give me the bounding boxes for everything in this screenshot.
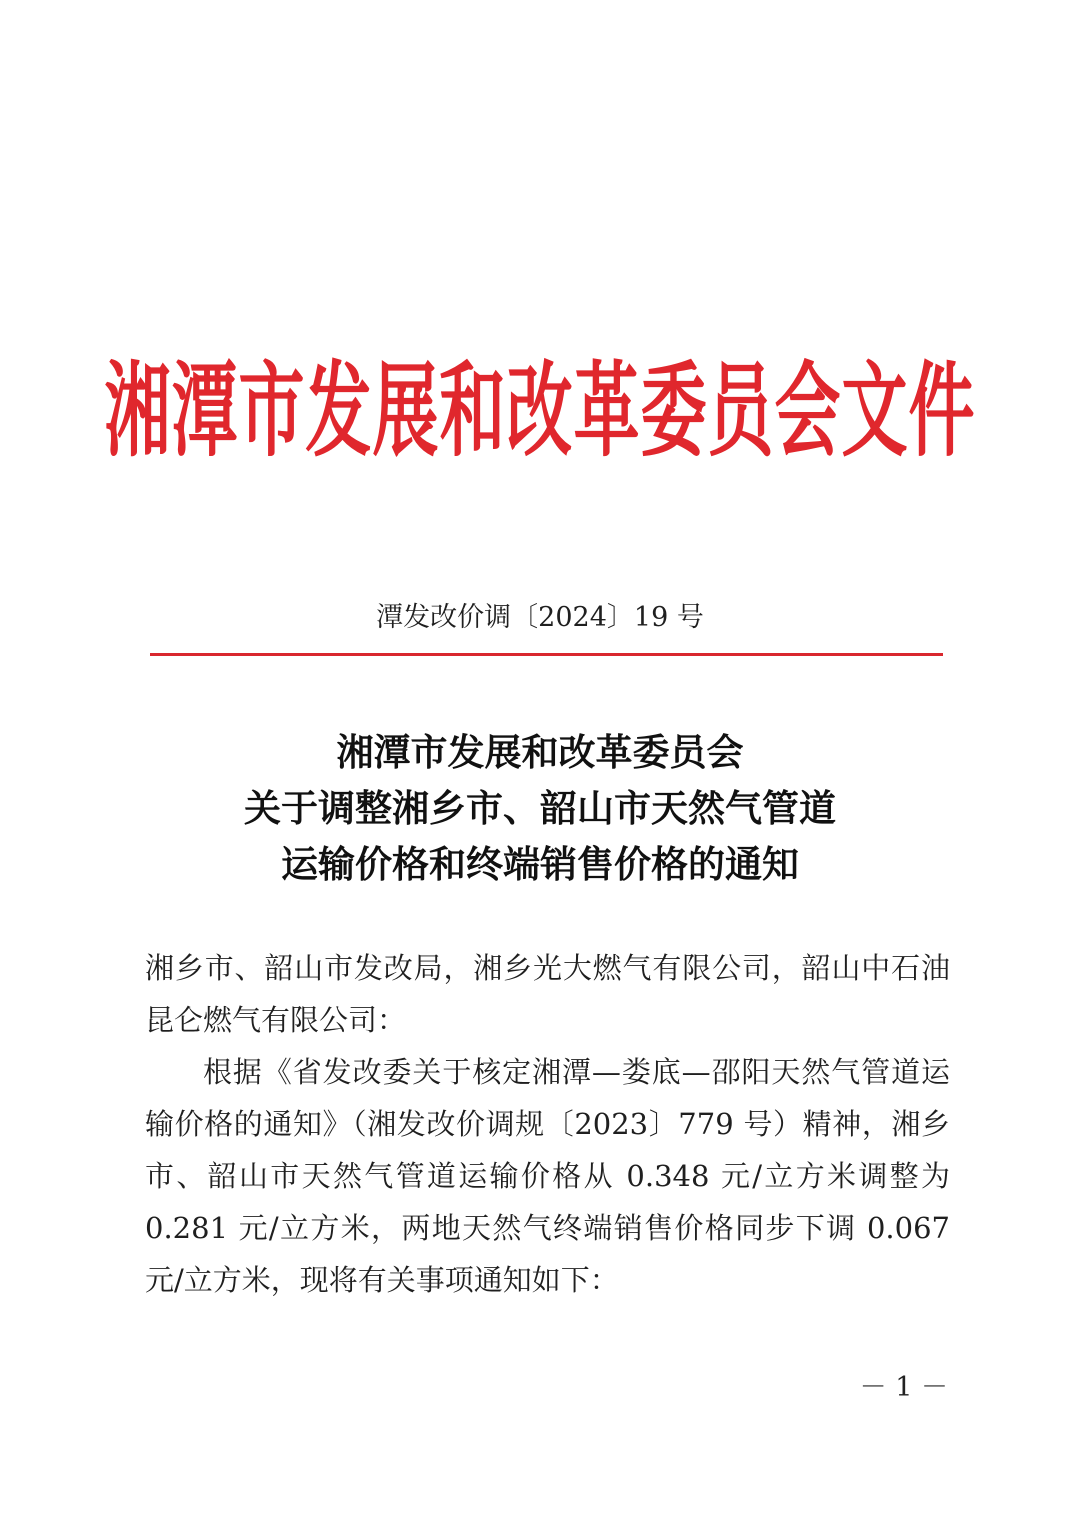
title-line-2: 关于调整湘乡市、韶山市天然气管道	[244, 786, 836, 830]
title-line-3: 运输价格和终端销售价格的通知	[281, 842, 799, 886]
red-separator-line	[150, 653, 943, 656]
document-number: 潭发改价调〔2024〕19 号	[376, 602, 704, 633]
title-line-1: 湘潭市发展和改革委员会	[336, 730, 744, 774]
masthead-text: 湘潭市发展和改革委员会文件	[104, 351, 976, 471]
masthead-title	[0, 352, 1080, 472]
notice-title	[0, 724, 1080, 892]
body-paragraph-1: 根据《省发改委关于核定湘潭—娄底—邵阳天然气管道运输价格的通知》（湘发改价调规〔2023〕779 号）精神，湘乡市、韶山市天然气管道运输价格从 0.348 元/立方米调整为 0.281 元/立方米，两地天然气终端销售价格同步下调 0.067 元/立方米，现将有关事项通知如下：	[145, 1055, 950, 1297]
notice-body	[145, 942, 950, 1306]
addressee-paragraph: 湘乡市、韶山市发改局，湘乡光大燃气有限公司，韶山中石油昆仑燃气有限公司：	[145, 951, 950, 1037]
page-number: － 1 －	[859, 1372, 948, 1403]
